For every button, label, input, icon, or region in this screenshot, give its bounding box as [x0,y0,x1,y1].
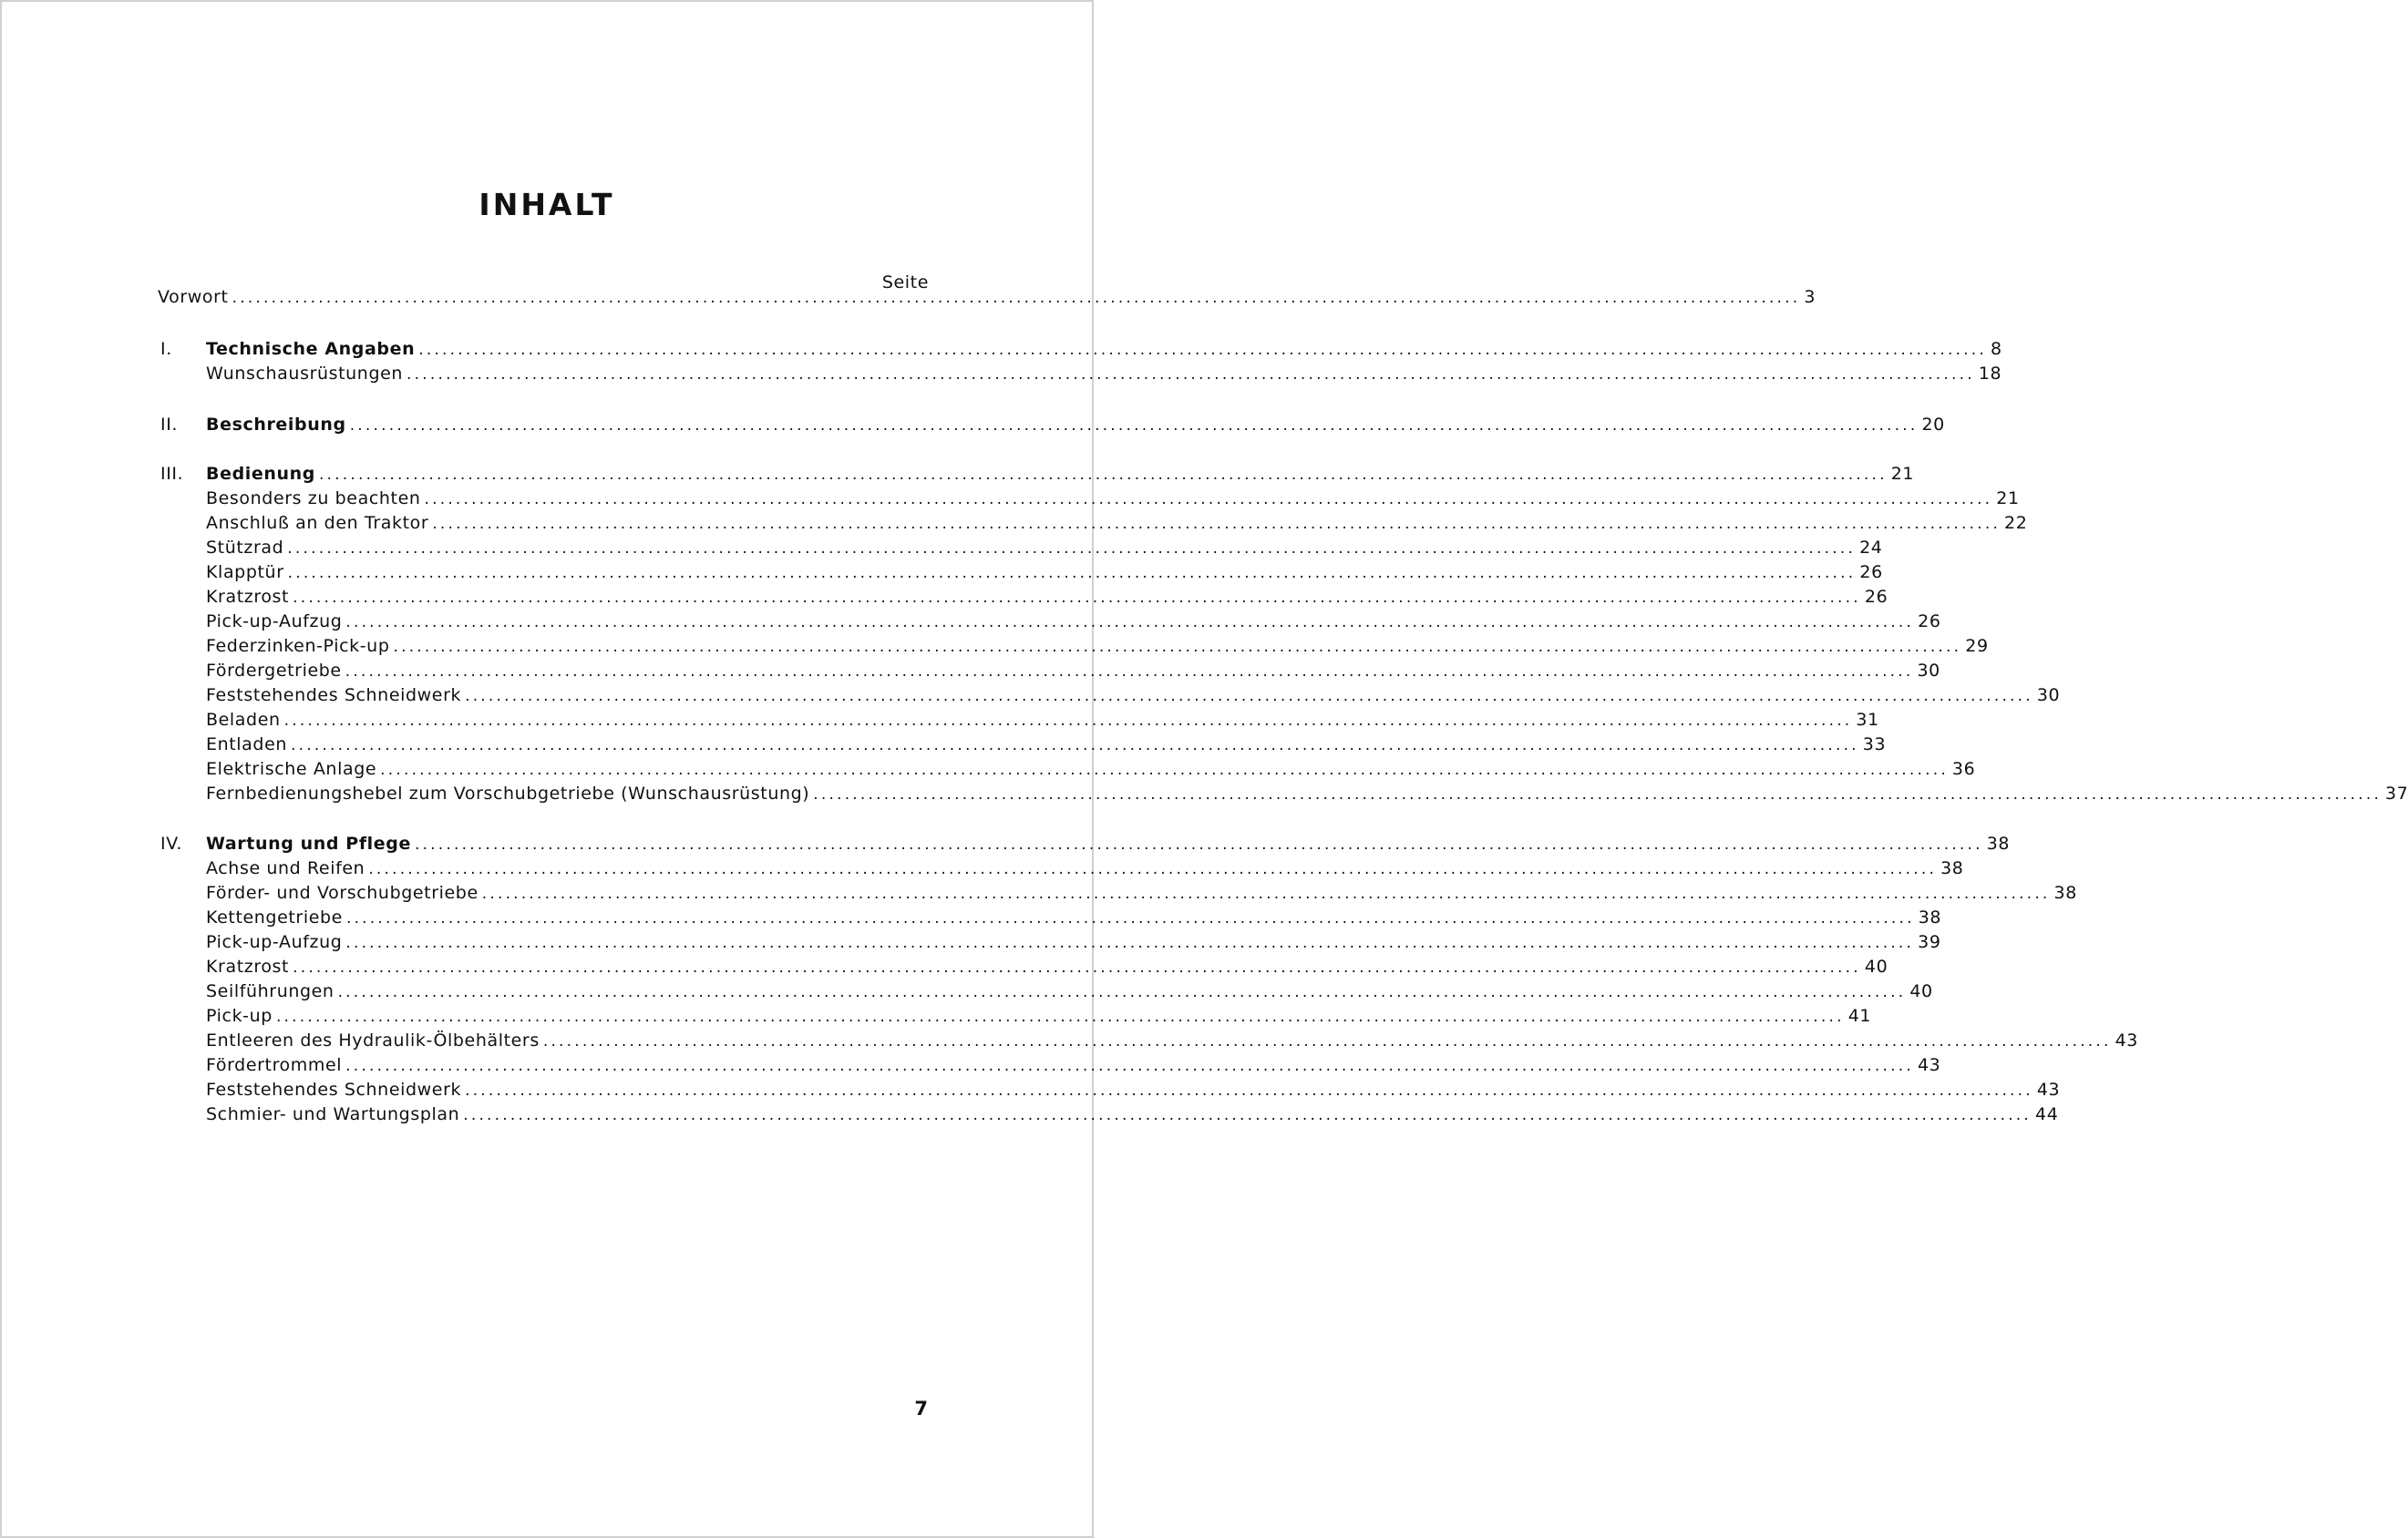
toc-entry-label: Pick-up [206,1006,273,1026]
toc-section-row [206,462,1915,486]
toc-entry-page: 30 [1917,661,1940,681]
toc-entry-row [206,683,2061,707]
toc-preface-label: Vorwort [158,287,229,307]
toc-entry-label: Schmier- und Wartungsplan [206,1104,460,1124]
dot-leader: ........................................................................................................................................................................................................ [291,736,1859,754]
dot-leader: ........................................................................................................................................................................................................ [465,687,2033,705]
toc-entry-page: 40 [1909,981,1933,1001]
dot-leader: ........................................................................................................................................................................................................ [542,1032,2112,1051]
toc-section-page: 21 [1890,464,1915,484]
toc-entry-row [206,487,2020,510]
toc-section-label: Beschreibung [206,415,346,435]
table-of-contents [2,2,2408,1536]
dot-leader: ........................................................................................................................................................................................................ [318,466,1888,484]
toc-entry-label: Pick-up-Aufzug [206,611,343,631]
page-column-header: Seite [881,272,929,292]
toc-entry-page: 43 [2036,1080,2061,1100]
dot-leader: ........................................................................................................................................................................................................ [380,761,1949,779]
toc-entry-page: 43 [2115,1030,2138,1051]
toc-entry-label: Feststehendes Schneidwerk [206,1080,462,1100]
toc-entry-page: 33 [1862,734,1887,754]
toc-entry-row [206,1004,1872,1028]
toc-entry-label: Entleeren des Hydraulik-Ölbehälters [206,1030,540,1051]
toc-preface-row [158,285,1816,309]
dot-leader: ........................................................................................................................................................................................................ [414,836,1983,854]
toc-entry-row [206,634,1989,658]
toc-entry-row [206,979,1933,1003]
toc-entry-label: Federzinken-Pick-up [206,636,390,656]
toc-entry-label: Anschluß an den Traktor [206,513,429,533]
toc-section-page: 8 [1990,339,2002,359]
dot-leader: ........................................................................................................................................................................................................ [813,785,2382,804]
toc-entry-page: 26 [1918,611,1941,631]
toc-entry-label: Besonders zu beachten [206,488,421,508]
toc-entry-label: Stützrad [206,538,284,558]
toc-entry-label: Entladen [206,734,288,754]
dot-leader: ........................................................................................................................................................................................................ [345,909,1915,928]
toc-entry-label: Fördergetriebe [206,661,342,681]
toc-entry-row [206,906,1942,929]
toc-entry-row [206,536,1883,559]
toc-entry-page: 37 [2385,784,2408,804]
toc-entry-row [206,610,1941,633]
toc-entry-row [206,1102,2059,1126]
toc-section-number: III. [160,464,184,484]
toc-section-label: Bedienung [206,464,315,484]
dot-leader: ........................................................................................................................................................................................................ [293,959,1861,977]
dot-leader: ........................................................................................................................................................................................................ [463,1106,2032,1124]
toc-entry-label: Fernbedienungshebel zum Vorschubgetriebe (Wunschausrüstung) [206,784,810,804]
toc-entry-label: Fördertrommel [206,1055,343,1075]
toc-entry-row [206,560,1883,584]
toc-entry-label: Achse und Reifen [206,858,365,878]
toc-entry-page: 41 [1847,1006,1872,1026]
toc-entry-label: Pick-up-Aufzug [206,932,343,952]
dot-leader: ........................................................................................................................................................................................................ [481,885,2051,903]
toc-entry-label: Förder- und Vorschubgetriebe [206,883,479,903]
toc-entry-row [206,659,1940,682]
toc-entry-row [206,708,1879,732]
toc-section-number: I. [160,339,172,359]
toc-entry-page: 38 [2053,883,2077,903]
toc-section-number: IV. [160,834,182,854]
toc-entry-row [206,782,2408,805]
dot-leader: ........................................................................................................................................................................................................ [287,564,1857,582]
toc-section-row [206,832,2011,856]
toc-section-row [206,413,1945,436]
dot-leader: ........................................................................................................................................................................................................ [345,613,1915,631]
dot-leader: ........................................................................................................................................................................................................ [368,860,1938,878]
toc-entry-label: Seilführungen [206,981,334,1001]
toc-entry-label: Wunschausrüstungen [206,364,404,384]
toc-entry-page: 38 [1940,858,1964,878]
dot-leader: ........................................................................................................................................................................................................ [465,1082,2033,1100]
toc-entry-page: 38 [1918,907,1942,928]
toc-preface-page: 3 [1804,287,1816,307]
page-title: INHALT [479,187,615,222]
toc-section-number: II. [160,415,179,435]
toc-entry-row [206,930,1941,954]
toc-entry-page: 44 [2035,1104,2059,1124]
dot-leader: ........................................................................................................................................................................................................ [337,983,1907,1001]
toc-entry-page: 26 [1859,562,1883,582]
page-number: 7 [914,1398,928,1420]
dot-leader: ........................................................................................................................................................................................................ [424,490,1993,508]
toc-entry-page: 43 [1917,1055,1941,1075]
toc-entry-label: Kettengetriebe [206,907,343,928]
toc-entry-page: 40 [1864,957,1888,977]
toc-entry-row [206,1053,1941,1077]
dot-leader: ........................................................................................................................................................................................................ [418,341,1987,359]
toc-entry-page: 24 [1859,538,1883,558]
toc-entry-row [206,733,1887,756]
toc-entry-page: 31 [1856,710,1879,730]
toc-entry-label: Beladen [206,710,281,730]
toc-section-label: Technische Angaben [206,339,416,359]
toc-section-label: Wartung und Pflege [206,834,411,854]
toc-entry-row [206,585,1888,609]
toc-entry-label: Klapptür [206,562,284,582]
toc-entry-row [206,881,2077,905]
toc-section-row [206,337,2002,361]
toc-entry-label: Kratzrost [206,957,290,977]
dot-leader: ........................................................................................................................................................................................................ [406,365,1975,384]
dot-leader: ........................................................................................................................................................................................................ [345,662,1914,681]
dot-leader: ........................................................................................................................................................................................................ [283,712,1853,730]
toc-entry-label: Elektrische Anlage [206,759,377,779]
toc-entry-row [206,1029,2138,1052]
toc-entry-row [206,955,1888,979]
toc-entry-row [206,757,1976,781]
toc-entry-row [206,511,2028,535]
dot-leader: ........................................................................................................................................................................................................ [393,638,1962,656]
toc-section-page: 20 [1921,415,1945,435]
dot-leader: ........................................................................................................................................................................................................ [432,515,2002,533]
dot-leader: ........................................................................................................................................................................................................ [287,539,1857,558]
toc-entry-label: Feststehendes Schneidwerk [206,685,462,705]
toc-entry-page: 30 [2036,685,2061,705]
toc-entry-row [206,362,2002,385]
toc-entry-row [206,1078,2061,1102]
toc-entry-page: 26 [1864,587,1888,607]
dot-leader: ........................................................................................................................................................................................................ [275,1008,1845,1026]
toc-entry-page: 22 [2004,513,2028,533]
dot-leader: ........................................................................................................................................................................................................ [345,1057,1914,1075]
dot-leader: ........................................................................................................................................................................................................ [349,416,1919,435]
toc-entry-page: 21 [1996,488,2020,508]
toc-entry-page: 36 [1951,759,1976,779]
toc-section-page: 38 [1986,834,2011,854]
toc-entry-page: 18 [1978,364,2002,384]
dot-leader: ........................................................................................................................................................................................................ [232,289,1801,307]
toc-entry-page: 39 [1918,932,1941,952]
toc-entry-row [206,856,1964,880]
dot-leader: ........................................................................................................................................................................................................ [345,934,1915,952]
toc-entry-label: Kratzrost [206,587,290,607]
toc-entry-page: 29 [1965,636,1989,656]
dot-leader: ........................................................................................................................................................................................................ [293,589,1861,607]
